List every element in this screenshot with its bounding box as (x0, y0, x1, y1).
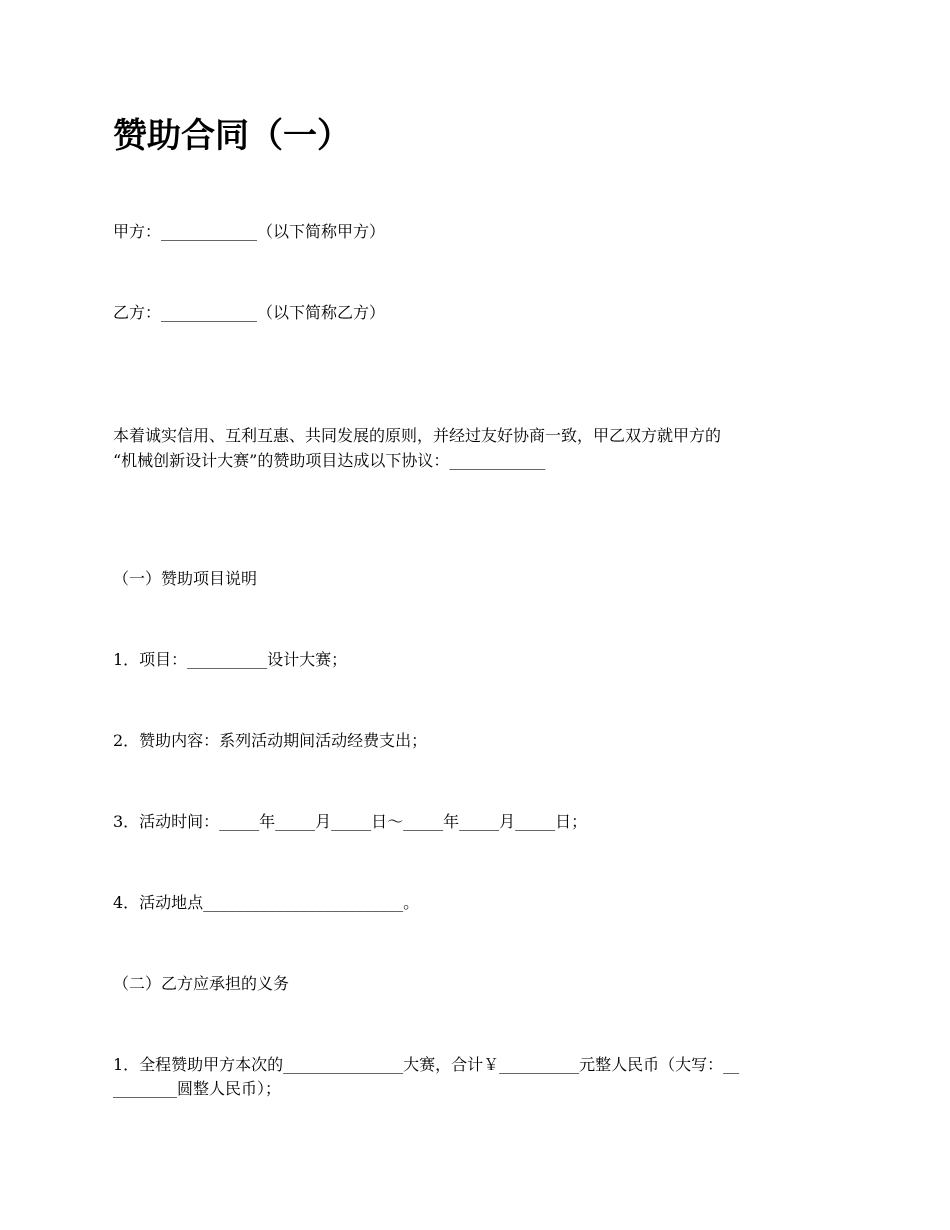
document-title: 赞助合同（一） (113, 116, 351, 156)
list-item-activity-location: 4．活动地点_________________________。 (113, 893, 420, 912)
list-item-project: 1．项目：__________设计大赛； (113, 650, 348, 669)
party-b-line: 乙方：____________（以下简称乙方） (113, 303, 386, 322)
list-item-sponsorship-content: 2．赞助内容：系列活动期间活动经费支出； (113, 731, 428, 750)
section-heading-2: （二）乙方应承担的义务 (113, 974, 290, 993)
duty-line-1: 1．全程赞助甲方本次的_______________大赛，合计￥__________元整人民币（大写：__ (113, 1055, 740, 1074)
preamble-line-1: 本着诚实信用、互利互惠、共同发展的原则，并经过友好协商一致，甲乙双方就甲方的 (113, 426, 722, 445)
section-heading-1: （一）赞助项目说明 (113, 569, 258, 588)
preamble-line-2: “机械创新设计大赛”的赞助项目达成以下协议：____________ (113, 451, 546, 470)
list-item-activity-time: 3．活动时间：_____年_____月_____日～_____年_____月_____日； (113, 812, 588, 831)
party-a-line: 甲方：____________（以下简称甲方） (113, 222, 386, 241)
duty-line-2: ________圆整人民币）； (113, 1079, 282, 1098)
